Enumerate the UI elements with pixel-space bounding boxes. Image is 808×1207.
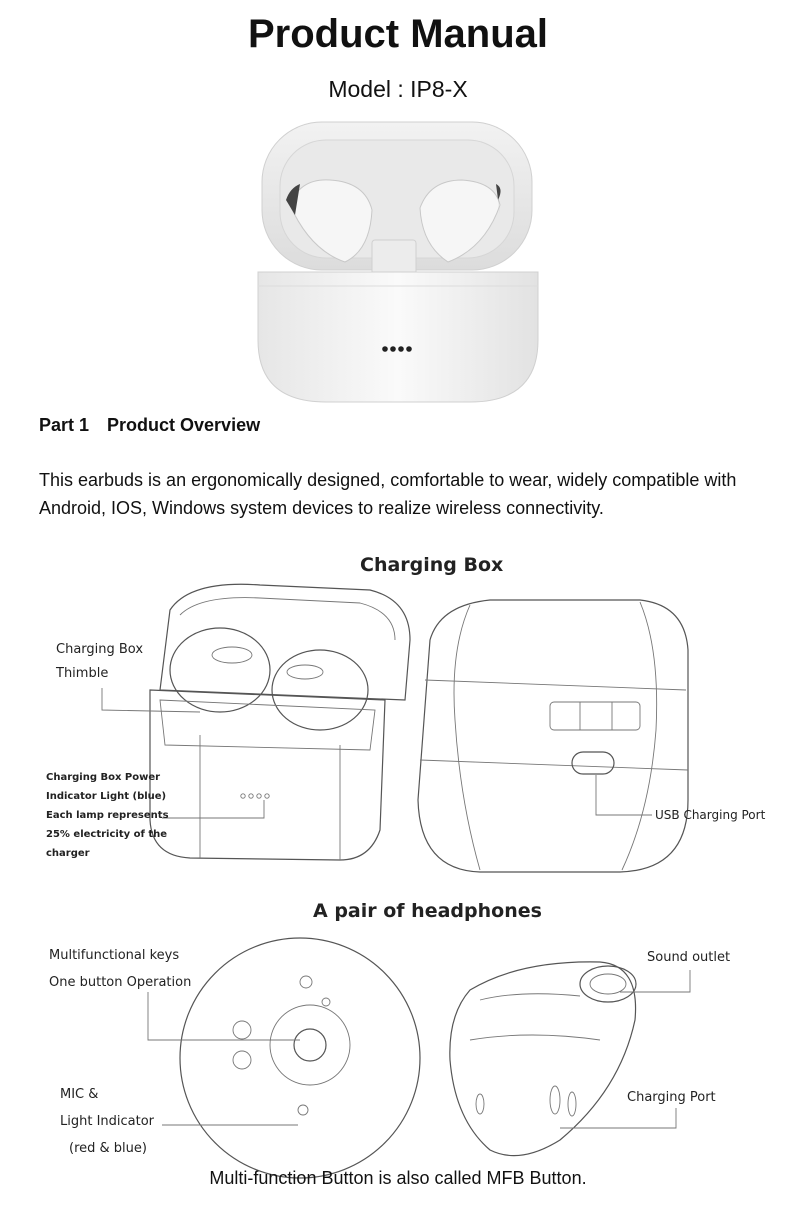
- label-multifunction-keys: [49, 942, 191, 996]
- label-power-line1: Charging Box Power: [46, 772, 161, 783]
- headphones-title: A pair of headphones: [313, 900, 542, 922]
- label-mic-line2: Light Indicator: [60, 1114, 155, 1129]
- label-mic-indicator: [60, 1081, 154, 1162]
- label-thimble-line1: Charging Box: [56, 642, 144, 657]
- label-mic-line1: MIC &: [60, 1087, 99, 1102]
- label-thimble-line2: Thimble: [56, 666, 109, 681]
- model-number: Model : IP8-X: [328, 76, 468, 102]
- section-title: Product Overview: [107, 415, 261, 435]
- charging-box-title: Charging Box: [360, 554, 504, 576]
- label-mfk-line1: Multifunctional keys: [49, 948, 180, 963]
- label-power-line4: 25% electricity of the: [46, 829, 167, 840]
- label-usb-port: USB Charging Port: [655, 808, 766, 822]
- overview-paragraph: This earbuds is an ergonomically designed, comfortable to wear, widely compatible with Android, IOS, Windows system devices to realize wireless connectivity.: [39, 470, 737, 518]
- caption: Multi-function Button is also called MFB Button.: [209, 1168, 587, 1188]
- label-mfk-line2: One button Operation: [49, 975, 192, 990]
- section-number: Part 1: [39, 415, 90, 435]
- label-mic-line3: (red & blue): [69, 1141, 147, 1156]
- label-power-line3: Each lamp represents: [46, 810, 169, 821]
- label-charging-port: Charging Port: [627, 1090, 716, 1105]
- label-power-line2: Indicator Light (blue): [46, 791, 167, 802]
- page-title: Product Manual: [247, 12, 549, 56]
- label-power-line5: charger: [46, 848, 90, 859]
- label-sound-outlet: Sound outlet: [647, 950, 731, 965]
